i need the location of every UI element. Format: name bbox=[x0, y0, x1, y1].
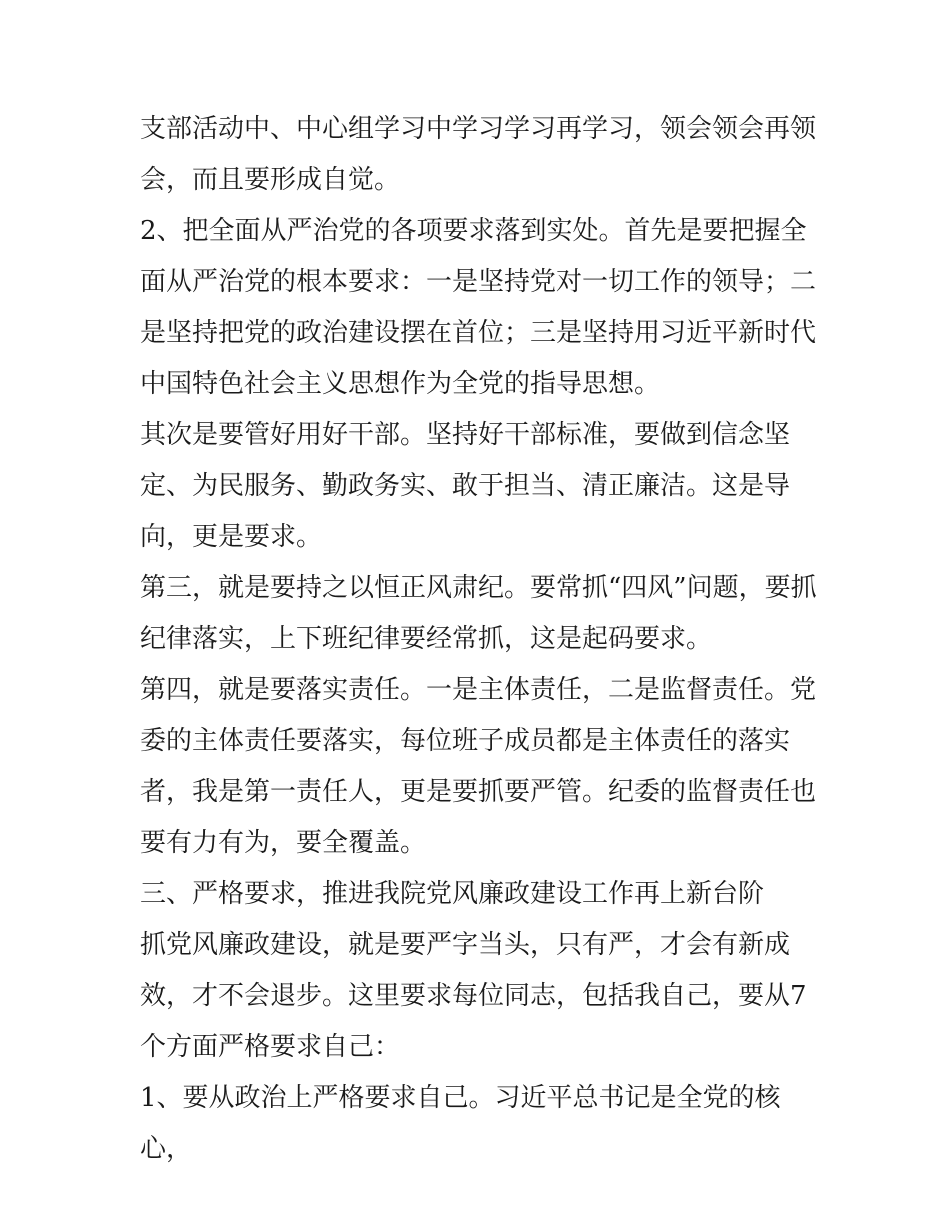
paragraph-2: 2、把全面从严治党的各项要求落到实处。首先是要把握全面从严治党的根本要求：一是坚持党对一切工作的领导；二是坚持把党的政治建设摆在首位；三是坚持用习近平新时代中国特色社会主义思想作为全党的指导思想。 bbox=[140, 216, 817, 399]
paragraph-4: 第三，就是要持之以恒正风肃纪。要常抓“四风”问题，要抓纪律落实，上下班纪律要经常抓，这是起码要求。 bbox=[140, 573, 817, 654]
paragraph-5: 第四，就是要落实责任。一是主体责任，二是监督责任。党委的主体责任要落实，每位班子成员都是主体责任的落实者，我是第一责任人，更是要抓要严管。纪委的监督责任也要有力有为，要全覆盖。 bbox=[140, 675, 817, 858]
paragraph-3: 其次是要管好用好干部。坚持好干部标准，要做到信念坚定、为民服务、勤政务实、敢于担当、清正廉洁。这是导向，更是要求。 bbox=[140, 420, 791, 552]
section-heading: 三、严格要求，推进我院党风廉政建设工作再上新台阶 bbox=[140, 879, 765, 909]
paragraph-6: 抓党风廉政建设，就是要严字当头，只有严，才会有新成效，才不会退步。这里要求每位同志，包括我自己，要从7个方面严格要求自己： bbox=[140, 930, 807, 1062]
paragraph-7: 1、要从政治上严格要求自己。习近平总书记是全党的核心， bbox=[140, 1083, 781, 1164]
paragraph-1: 支部活动中、中心组学习中学习学习再学习，领会领会再领会，而且要形成自觉。 bbox=[140, 114, 817, 195]
document-body bbox=[140, 104, 820, 1175]
